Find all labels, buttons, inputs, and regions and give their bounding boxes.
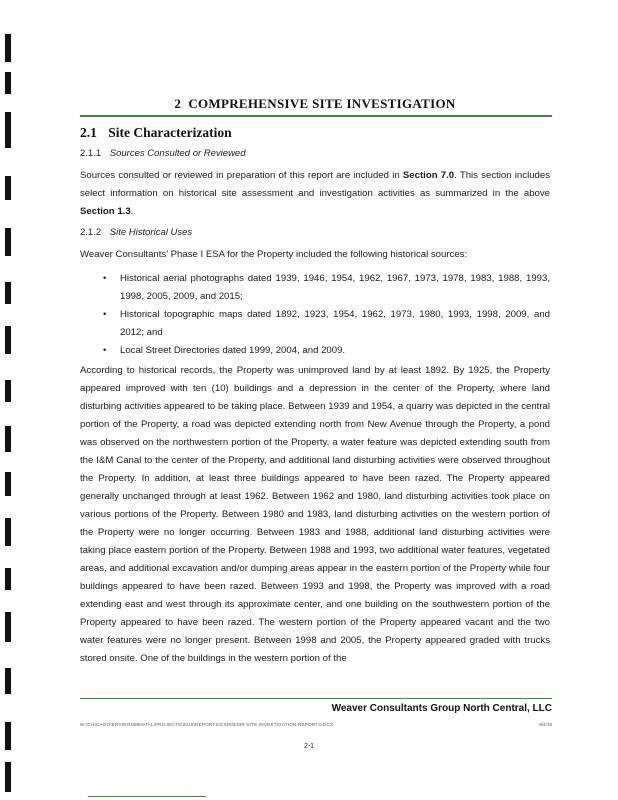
section-reference: Section 1.3	[80, 206, 131, 217]
footer-file-path: W:\CHICAGO\ENVIRONMENTAL\PROJECTS\2019\REPORTS\CSIR\ESIR SITE INVESTIGATION REPORT.DOCX	[80, 722, 334, 727]
binding-marks	[5, 20, 13, 800]
bullet-icon: •	[103, 345, 107, 356]
subsection-title: Sources Consulted or Reviewed	[109, 148, 246, 159]
subsection-heading-2	[80, 227, 550, 238]
subsection-number: 2.1.2	[80, 227, 102, 238]
paragraph-history: According to historical records, the Property was unimproved land by at least 1892. By 1925, the Property appeared improved with ten (10) buildings and a depression in the center of the Property, where land disturbing activities appeared to be taking place. Between 1939 and 1954, a quarry was depicted in the central portion of the Property, a road was depicted extending north from New Avenue through the Property, a pond was observed on the northwestern portion of the Property, a water feature was depicted extending south from the I&M Canal to the center of the Property, and additional land disturbing activities were observed throughout the Property. In addition, at least three buildings appeared to have been razed. The Property appeared generally unchanged through at least 1962. Between 1962 and 1980, land disturbing activities took place on various portions of the Property. Between 1980 and 1983, land disturbing activities on the western portion of the Property were no longer occurring. Between 1983 and 1988, additional land disturbing activities were taking place eastern portion of the Property. Between 1988 and 1993, two additional water features, vegetated areas, and additional excavation and/or dumping areas appear in the eastern portion of the Property while four buildings appeared to have been razed. Between 1993 and 1998, the Property was improved with a road extending east and west through its approximate center, and one building on the southwestern portion of the Property appeared to have been razed. The western portion of the Property appeared vacant and the two water features were no longer present. Between 1998 and 2005, the Property appeared graded with trucks stored onsite. One of the buildings in the western portion of the	[80, 365, 550, 664]
subsection-number: 2.1.1	[80, 148, 102, 159]
subsection-heading-1	[80, 148, 550, 159]
footer-rule	[80, 698, 552, 699]
chapter-title	[80, 96, 550, 112]
paragraph-intro: Weaver Consultants’ Phase I ESA for the Property included the following historical sources:	[80, 249, 468, 260]
list-item: • Local Street Directories dated 1999, 2004, and 2009.	[120, 342, 550, 360]
section-heading	[80, 125, 550, 141]
page-number: 2-1	[303, 743, 315, 750]
chapter-title-text: COMPREHENSIVE SITE INVESTIGATION	[188, 96, 456, 111]
section-number: 2.1	[80, 125, 97, 140]
list-item: • Historical topographic maps dated 1892, 1923, 1954, 1962, 1973, 1980, 1993, 1998, 2009, and 2012; and	[120, 306, 550, 342]
document-body	[80, 125, 550, 674]
footer-reference: 8/4/19	[539, 722, 552, 727]
chapter-number: 2	[174, 96, 182, 111]
list-item: • Historical aerial photographs dated 1939, 1946, 1954, 1962, 1967, 1973, 1978, 1983, 1988, 1993, 1998, 2005, 2009, and 2015;	[120, 270, 550, 306]
section-reference: Section 7.0	[402, 170, 455, 181]
historical-sources-list	[80, 270, 550, 360]
bullet-icon: •	[103, 309, 107, 320]
section-title: Site Characterization	[108, 125, 232, 140]
bottom-rule	[88, 796, 206, 797]
paragraph-sources: Sources consulted or reviewed in preparation of this report are included in Section 7.0. This section includes select information on historical site assessment and investigation activities as summarized in the above Section 1.3.	[80, 170, 550, 217]
subsection-title: Site Historical Uses	[109, 227, 193, 238]
header-rule	[80, 115, 552, 117]
footer-company: Weaver Consultants Group North Central, LLC	[331, 703, 552, 714]
bullet-icon: •	[103, 273, 107, 284]
